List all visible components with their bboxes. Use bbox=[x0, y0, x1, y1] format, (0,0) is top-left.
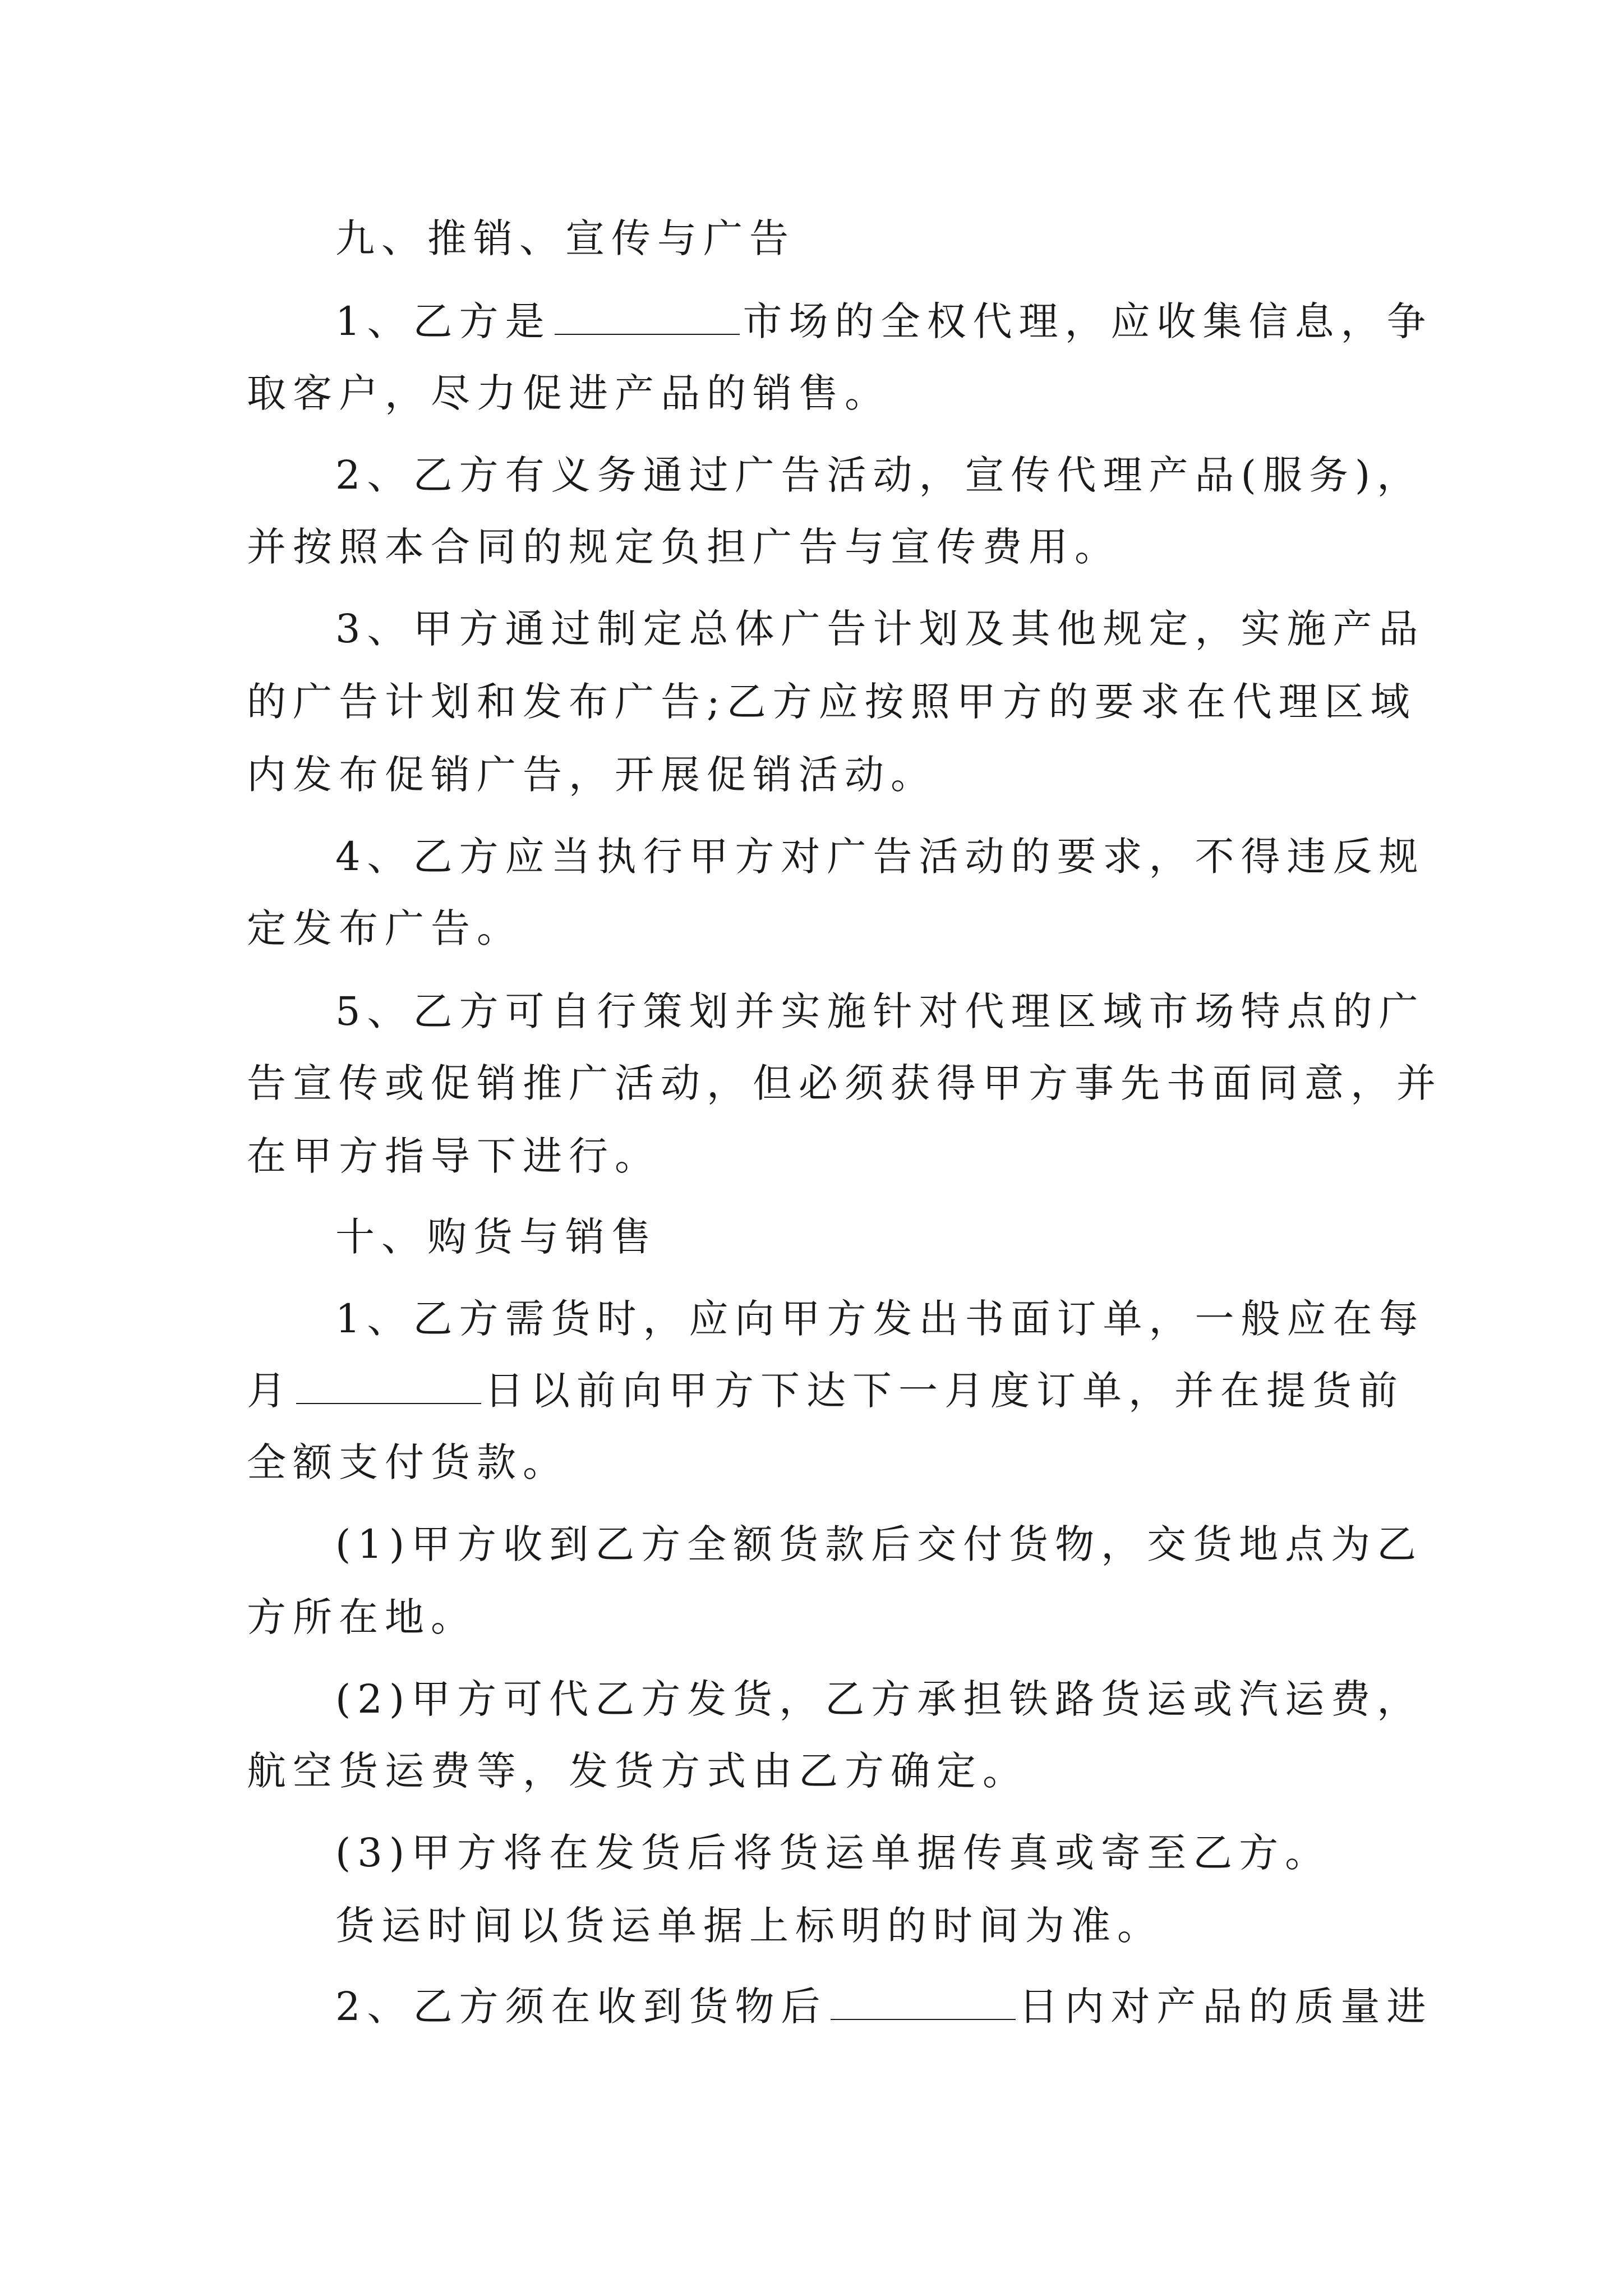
paragraph-line: 2、乙方有义务通过广告活动，宣传代理产品(服务)， bbox=[335, 452, 1423, 498]
paragraph-line: 方所在地。 bbox=[247, 1594, 477, 1640]
line-text: 月 bbox=[247, 1368, 293, 1414]
blank-field bbox=[296, 1370, 481, 1404]
paragraph-line: 航空货运费等，发货方式由乙方确定。 bbox=[247, 1748, 1029, 1794]
paragraph-line: 4、乙方应当执行甲方对广告活动的要求，不得违反规 bbox=[335, 834, 1425, 880]
line-text: 日内对产品的质量进 bbox=[1018, 1984, 1433, 2030]
blank-field bbox=[555, 301, 740, 335]
blank-field bbox=[831, 1986, 1016, 2020]
line-text: 2、乙方须在收到货物后 bbox=[335, 1984, 827, 2030]
line-text: 市场的全权代理，应收集信息，争 bbox=[743, 298, 1433, 344]
paragraph-line: 1、乙方需货时，应向甲方发出书面订单，一般应在每 bbox=[335, 1296, 1425, 1342]
paragraph-line: (3)甲方将在发货后将货运单据传真或寄至乙方。 bbox=[335, 1830, 1331, 1876]
paragraph-line: (1)甲方收到乙方全额货款后交付货物，交货地点为乙 bbox=[335, 1521, 1423, 1567]
line-text: 日以前向甲方下达下一月度订单，并在提货前 bbox=[485, 1368, 1404, 1414]
paragraph-line bbox=[247, 1365, 1404, 1416]
paragraph-line: (2)甲方可代乙方发货，乙方承担铁路货运或汽运费， bbox=[335, 1676, 1423, 1722]
section-heading-nine: 九、推销、宣传与广告 bbox=[335, 215, 795, 261]
paragraph-line: 3、甲方通过制定总体广告计划及其他规定，实施产品 bbox=[335, 606, 1425, 652]
paragraph-line: 告宣传或促销推广活动，但必须获得甲方事先书面同意，并 bbox=[247, 1060, 1442, 1106]
line-text: 1、乙方是 bbox=[335, 298, 551, 344]
paragraph-line: 货运时间以货运单据上标明的时间为准。 bbox=[335, 1903, 1163, 1949]
paragraph-line: 并按照本合同的规定负担广告与宣传费用。 bbox=[247, 524, 1121, 570]
paragraph-line: 取客户，尽力促进产品的销售。 bbox=[247, 370, 891, 416]
paragraph-line: 全额支付货款。 bbox=[247, 1439, 569, 1485]
paragraph-line bbox=[335, 296, 1433, 347]
paragraph-line: 的广告计划和发布广告;乙方应按照甲方的要求在代理区域 bbox=[247, 679, 1417, 725]
paragraph-line: 定发布广告。 bbox=[247, 905, 523, 951]
paragraph-line: 在甲方指导下进行。 bbox=[247, 1133, 661, 1179]
paragraph-line bbox=[335, 1981, 1433, 2032]
section-heading-ten: 十、购货与销售 bbox=[335, 1214, 657, 1260]
paragraph-line: 内发布促销广告，开展促销活动。 bbox=[247, 752, 937, 798]
paragraph-line: 5、乙方可自行策划并实施针对代理区域市场特点的广 bbox=[335, 988, 1425, 1034]
